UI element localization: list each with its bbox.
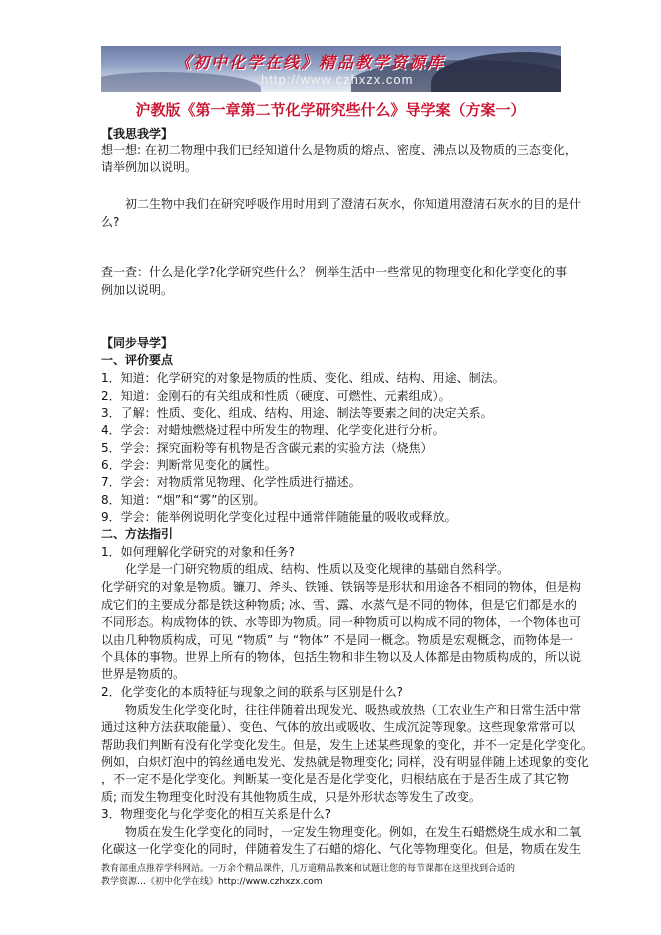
paragraph-line: 初二生物中我们在研究呼吸作用时用到了澄清石灰水，你知道用澄清石灰水的目的是什 <box>125 197 582 211</box>
mountain-decoration <box>431 52 561 92</box>
section-heading: 【同步导学】 <box>101 336 174 350</box>
paragraph-line: 请举例加以说明。 <box>101 160 198 174</box>
footer-line: 教学资源…《初中化学在线》http://www.czhxzx.com <box>101 877 323 887</box>
banner-url[interactable]: http://www.czhxzx.com <box>261 72 414 87</box>
paragraph-line: 例如，白炽灯泡中的钨丝通电发光、发热就是物理变化; 同样，没有明显伴随上述现象的变化 <box>101 755 589 769</box>
paragraph-line: 质; 而发生物理变化时没有其他物质生成，只是外形状态等发生了改变。 <box>101 790 481 804</box>
list-item: 9．学会：能举例说明化学变化过程中通常伴随能量的吸收或释放。 <box>101 510 457 524</box>
header-banner <box>101 46 561 92</box>
paragraph-line: 不同形态。构成物体的铁、水等即为物质。同一种物质可以构成不同的物体，一个物体也可 <box>101 615 582 629</box>
paragraph-line: 世界是物质的。 <box>101 667 186 681</box>
list-item: 8．知道：“烟”和“雾”的区别。 <box>101 493 266 507</box>
question-heading: 3．物理变化与化学变化的相互关系是什么? <box>101 807 332 821</box>
page-footer <box>101 863 561 889</box>
paragraph-line: 物质发生化学变化时，往往伴随着出现发光、吸热或放热（工农业生产和日常生活中常 <box>125 703 582 717</box>
list-item: 4．学会：对蜡烛燃烧过程中所发生的物理、化学变化进行分析。 <box>101 423 445 437</box>
paragraph-line: 化碳这一化学变化的同时，伴随着发生了石蜡的熔化、气化等物理变化。但是，物质在发生 <box>101 842 582 856</box>
list-item: 5．学会：探究面粉等有机物是否含碳元素的实验方法（烧焦） <box>101 441 433 455</box>
question-heading: 2．化学变化的本质特征与现象之间的联系与区别是什么? <box>101 685 404 699</box>
list-item: 6．学会：判断常见变化的属性。 <box>101 458 277 472</box>
paragraph-line: 物质在发生化学变化的同时，一定发生物理变化。例如，在发生石蜡燃烧生成水和二氧 <box>125 825 582 839</box>
paragraph-line: 例加以说明。 <box>101 283 174 297</box>
paragraph-line: 以由几种物质构成，可见 “物质” 与 “物体” 不是同一概念。物质是宏观概念，而物体是一 <box>101 633 574 647</box>
paragraph-line: 么? <box>101 215 120 229</box>
subsection-heading: 二、方法指引 <box>101 527 174 541</box>
list-item: 2．知道：金刚石的有关组成和性质（硬度、可燃性、元素组成）。 <box>101 389 451 403</box>
list-item: 3．了解：性质、变化、组成、结构、用途、制法等要素之间的决定关系。 <box>101 406 493 420</box>
list-item: 1．知道：化学研究的对象是物质的性质、变化、组成、结构、用途、制法。 <box>101 371 505 385</box>
paragraph-line: 通过这种方法获取能量）、变色、气体的放出或吸收、生成沉淀等现象。这些现象常常可以 <box>101 720 576 734</box>
section-heading: 【我思我学】 <box>101 127 174 141</box>
paragraph-line: 化学是一门研究物质的组成、结构、性质以及变化规律的基础自然科学。 <box>125 562 510 576</box>
banner-title: 《初中化学在线》精品教学资源库 <box>175 53 446 72</box>
paragraph-line: 化学研究的对象是物质。镰刀、斧头、铁锤、铁锅等是形状和用途各不相同的物体，但是构 <box>101 580 582 594</box>
paragraph-line: 成它们的主要成分都是铁这种物质; 冰、雪、露、水蒸气是不同的物体，但是它们都是水的 <box>101 598 577 612</box>
paragraph-line: ，不一定不是化学变化。判断某一变化是否是化学变化，归根结底在于是否生成了其它物 <box>101 772 570 786</box>
subsection-heading: 一、评价要点 <box>101 353 174 367</box>
question-heading: 1．如何理解化学研究的对象和任务? <box>101 545 296 559</box>
mountain-decoration <box>101 72 261 92</box>
footer-line: 教育部重点推荐学科网站。一万余个精品课件，几万道精品教案和试题让您的每节课都在这里找到合适的 <box>101 864 516 874</box>
paragraph-line: 查一查：什么是化学?化学研究些什么？ 例举生活中一些常见的物理变化和化学变化的事 <box>101 265 568 279</box>
page-title: 沪教版《第一章第二节化学研究些什么》导学案（方案一） <box>135 101 526 119</box>
paragraph-line: 个具体的事物。世界上所有的物体，包括生物和非生物以及人体都是由物质构成的，所以说 <box>101 650 582 664</box>
list-item: 7．学会：对物质常见物理、化学性质进行描述。 <box>101 475 361 489</box>
paragraph-line: 想一想: 在初二物理中我们已经知道什么是物质的熔点、密度、沸点以及物质的三态变化， <box>101 143 577 157</box>
paragraph-line: 帮助我们判断有没有化学变化发生。但是，发生上述某些现象的变化，并不一定是化学变化。 <box>101 738 594 752</box>
